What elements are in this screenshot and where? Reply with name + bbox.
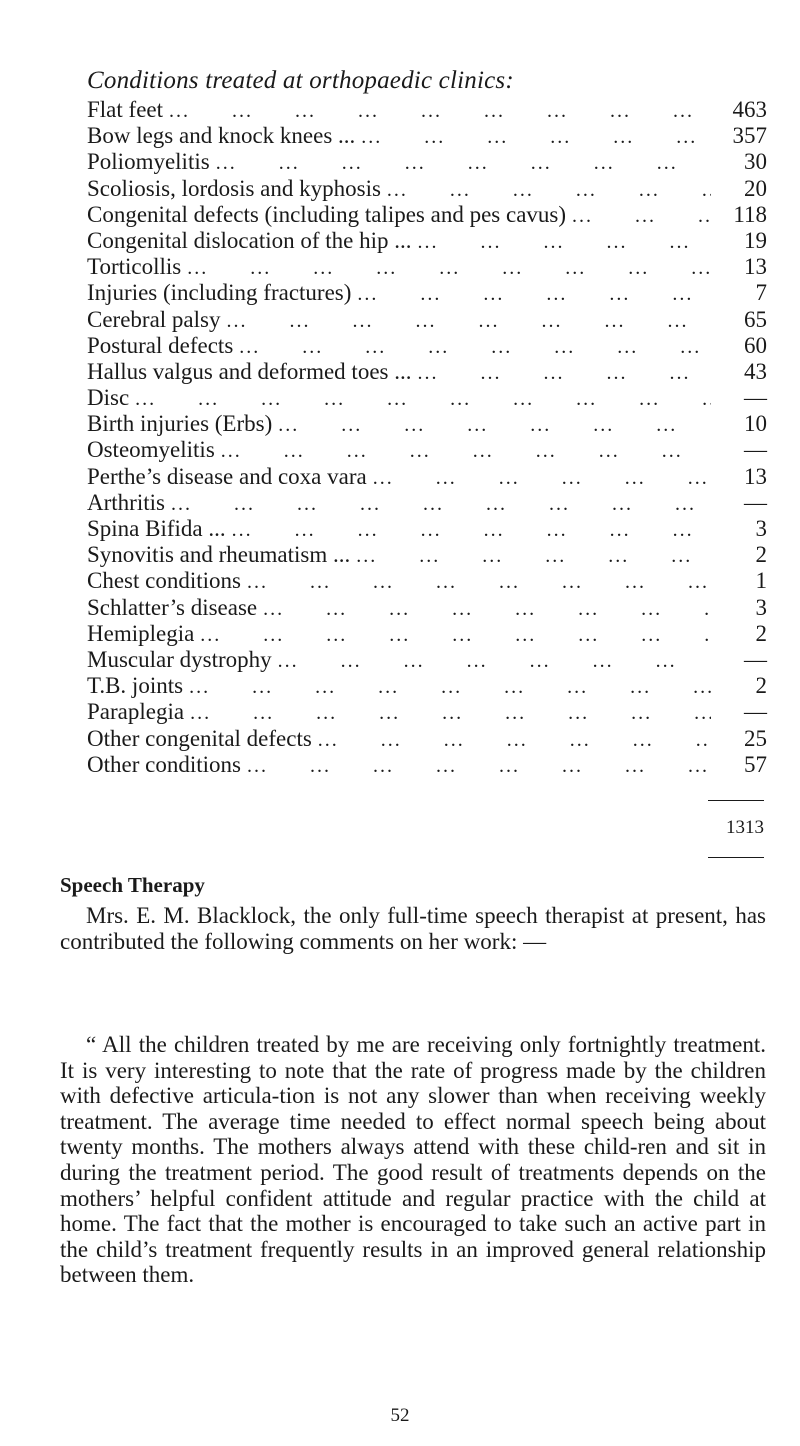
condition-label: Bow legs and knock knees ... (87, 123, 356, 149)
speech-quote-paragraph: “ All the children treated by me are receiving only fortnightly treatment. It is very interesting to note that the rate of progress made by the children with defective articula-tion is not any slower than when receiving weekly treatment. The average time needed to effect normal speech being about twenty months. The mothers always attend with these child-ren and sit in during the treatment period. The good result of treatments depends on the mothers’ helpful confident attitude and regular practice with the child at home. The fact that the mother is encouraged to take such an active part in the child’s treatment frequently results in an improved general relationship between them. (60, 1032, 766, 1288)
leader-dots (226, 516, 711, 542)
leader-dots (165, 490, 711, 516)
condition-count: 60 (744, 332, 767, 358)
table-row (87, 411, 767, 437)
condition-count: 3 (755, 594, 767, 620)
condition-label: T.B. joints (87, 673, 184, 699)
condition-count: — (744, 385, 767, 411)
condition-count: 2 (755, 673, 767, 699)
total-rule-top (708, 800, 764, 801)
condition-label: Torticollis (87, 254, 182, 280)
condition-count: 10 (744, 411, 767, 437)
table-row (87, 202, 767, 228)
table-row (87, 673, 767, 699)
table-row (87, 123, 767, 149)
condition-label: Congenital dislocation of the hip ... (87, 227, 412, 253)
condition-count: 3 (755, 516, 767, 541)
speech-intro-paragraph: Mrs. E. M. Blacklock, the only full-time speech therapist at present, has contributed the following comments on her work: — (60, 903, 766, 954)
table-row (87, 280, 767, 306)
condition-label: Muscular dystrophy (87, 646, 272, 672)
condition-count: — (744, 489, 767, 515)
condition-label: Spina Bifida ... (87, 516, 226, 541)
table-row (87, 228, 767, 254)
condition-count: 118 (733, 201, 767, 227)
condition-count: 1 (755, 568, 767, 594)
condition-count: 25 (744, 725, 767, 751)
condition-label: Poliomyelitis (87, 149, 210, 175)
table-row (87, 647, 767, 673)
condition-label: Perthe’s disease and coxa vara (87, 463, 367, 489)
table-row (87, 149, 767, 175)
condition-label: Osteomyelitis (87, 437, 215, 463)
leader-dots (411, 359, 711, 385)
table-row (87, 726, 767, 752)
leader-dots (215, 437, 711, 463)
leader-dots (355, 123, 711, 149)
leader-dots (184, 699, 711, 725)
table-row (87, 385, 767, 411)
condition-label: Postural defects (87, 332, 234, 358)
condition-count: 57 (744, 751, 767, 777)
condition-label: Arthritis (87, 489, 165, 515)
condition-count: 2 (755, 542, 767, 568)
condition-label: Other conditions (87, 751, 241, 777)
leader-dots (194, 621, 711, 647)
condition-label: Injuries (including fractures) (87, 280, 352, 306)
condition-label: Hallus valgus and deformed toes ... (87, 358, 412, 384)
condition-count: 13 (744, 463, 767, 489)
leader-dots (241, 752, 711, 778)
condition-count: 7 (755, 280, 767, 306)
leader-dots (181, 254, 711, 280)
condition-count: 19 (744, 227, 767, 253)
condition-label: Hemiplegia (87, 620, 195, 646)
table-row (87, 359, 767, 385)
table-row (87, 437, 767, 463)
condition-count: 43 (744, 358, 767, 384)
table-row (87, 568, 767, 594)
table-row (87, 464, 767, 490)
condition-label: Cerebral palsy (87, 306, 221, 332)
leader-dots (272, 411, 711, 437)
table-row (87, 254, 767, 280)
condition-count: 2 (755, 620, 767, 646)
table-row (87, 752, 767, 778)
leader-dots (233, 333, 711, 359)
condition-label: Disc (87, 385, 130, 411)
condition-label: Other congenital defects (87, 725, 312, 751)
leader-dots (566, 202, 711, 228)
table-row (87, 333, 767, 359)
table-row (87, 542, 767, 568)
condition-label: Birth injuries (Erbs) (87, 411, 273, 437)
condition-label: Schlatter’s disease (87, 594, 258, 620)
table-row (87, 595, 767, 621)
condition-count: — (744, 646, 767, 672)
table-row (87, 490, 767, 516)
condition-count: 30 (744, 149, 767, 175)
leader-dots (220, 307, 711, 333)
table-row (87, 307, 767, 333)
condition-count: 463 (732, 97, 767, 122)
condition-label: Scoliosis, lordosis and kyphosis (87, 175, 381, 201)
leader-dots (129, 385, 711, 411)
table-row (87, 621, 767, 647)
condition-label: Flat feet (87, 97, 163, 122)
leader-dots (381, 176, 711, 202)
condition-label: Congenital defects (including talipes and pes cavus) (87, 201, 567, 227)
condition-count: 20 (744, 175, 767, 201)
leader-dots (163, 97, 711, 123)
page-number: 52 (390, 1405, 410, 1426)
leader-dots (183, 673, 711, 699)
condition-count: — (744, 437, 767, 463)
leader-dots (312, 726, 711, 752)
leader-dots (350, 542, 711, 568)
section-title-speech-therapy: Speech Therapy (60, 873, 205, 897)
condition-label: Paraplegia (87, 699, 185, 725)
orthopaedic-heading: Conditions treated at orthopaedic clinics: (87, 67, 514, 94)
condition-count: 357 (732, 123, 767, 149)
leader-dots (272, 647, 711, 673)
table-row (87, 176, 767, 202)
table-row (87, 97, 767, 123)
condition-count: 13 (744, 254, 767, 280)
leader-dots (351, 280, 711, 306)
table-row (87, 516, 767, 542)
condition-count: 65 (744, 306, 767, 332)
leader-dots (241, 568, 711, 594)
condition-label: Chest conditions (87, 568, 241, 594)
condition-label: Synovitis and rheumatism ... (87, 542, 351, 568)
leader-dots (257, 595, 711, 621)
total-rule-bottom (708, 857, 764, 858)
table-row (87, 699, 767, 725)
leader-dots (367, 464, 711, 490)
leader-dots (210, 149, 711, 175)
leader-dots (412, 228, 711, 254)
condition-count: — (744, 699, 767, 725)
conditions-total: 1313 (726, 817, 764, 838)
conditions-table (87, 97, 767, 778)
